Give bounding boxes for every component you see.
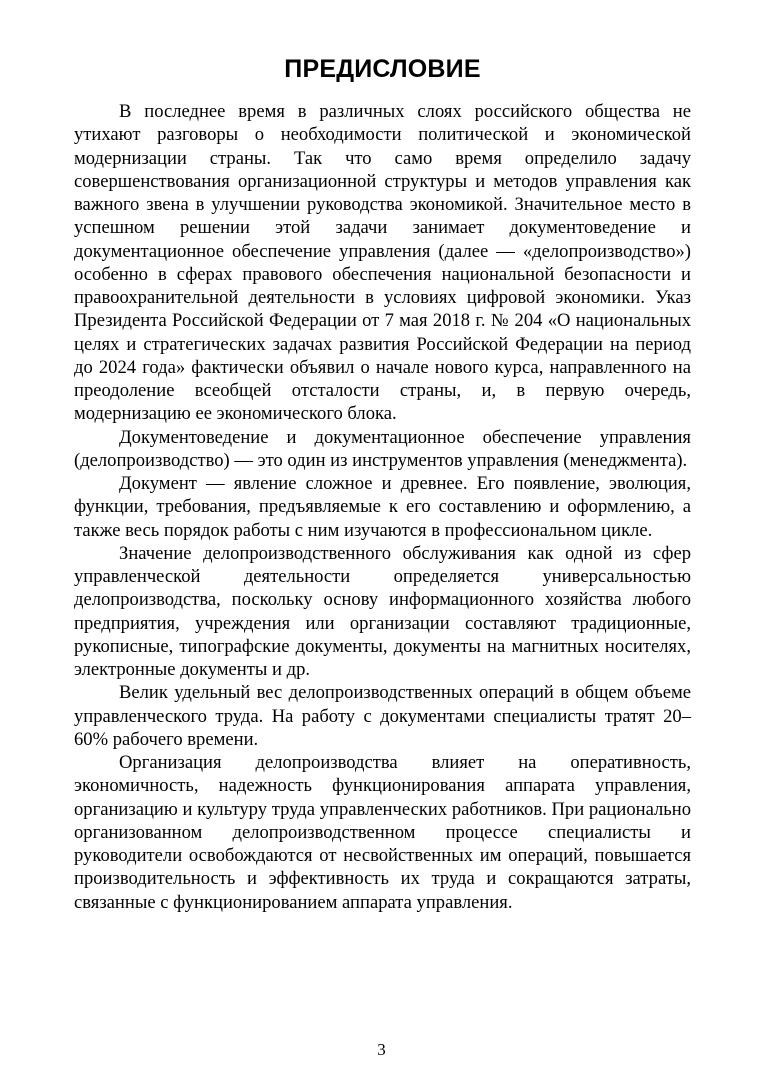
- paragraph-document-definition: Документ — явление сложное и древнее. Его появление, эволюция, функции, требования, предъявляемые к его составлению и оформлению, а также весь порядок работы с ним изучаются в профессиональном цикле.: [74, 473, 691, 541]
- paragraph-intro: В последнее время в различных слоях российского общества не утихают разговоры о необходимости политической и экономической модернизации страны. Так что само время определило задачу совершенствования организационной структуры и методов управления как важного звена в улучшении руководства экономикой. Значительное место в успешном решении этой задачи занимает документоведение и документационное обеспечение управления (далее — «делопроизводство») особенно в сферах правового обеспечения национальной безопасности и правоохранительной деятельности в условиях цифровой экономики. Указ Президента Российской Федерации от 7 мая 2018 г. № 204 «О национальных целях и стратегических задачах развития Российской Федерации на период до 2024 года» фактически объявил о начале нового курса, направленного на преодоление всеобщей отсталости страны, и, в первую очередь, модернизацию ее экономического блока.: [74, 101, 691, 425]
- book-page: [74, 54, 691, 914]
- paragraph-organization: Организация делопроизводства влияет на оперативность, экономичность, надежность функционирования аппарата управления, организацию и культуру труда управленческих работников. При рационально организованном делопроизводственном процессе специалисты и руководители освобождаются от несвойственных им операций, повышается производительность и эффективность их труда и сокращаются затраты, связанные с функционированием аппарата управления.: [74, 752, 691, 913]
- page-number: 3: [377, 1040, 386, 1059]
- paragraph-significance: Значение делопроизводственного обслуживания как одной из сфер управленческой деятельности определяется универсальностью делопроизводства, поскольку основу информационного хозяйства любого предприятия, учреждения или организации составляют традиционные, рукописные, типографские документы, документы на магнитных носителях, электронные документы и др.: [74, 542, 691, 680]
- paragraph-records-management: Документоведение и документационное обеспечение управления (делопроизводство) — это один из инструментов управления (менеджмента).: [74, 426, 691, 471]
- page-title: ПРЕДИСЛОВИЕ: [284, 55, 481, 83]
- paragraph-share-of-work: Велик удельный вес делопроизводственных операций в общем объеме управленческого труда. На работу с документами специалисты тратят 20–60% рабочего времени.: [74, 682, 691, 750]
